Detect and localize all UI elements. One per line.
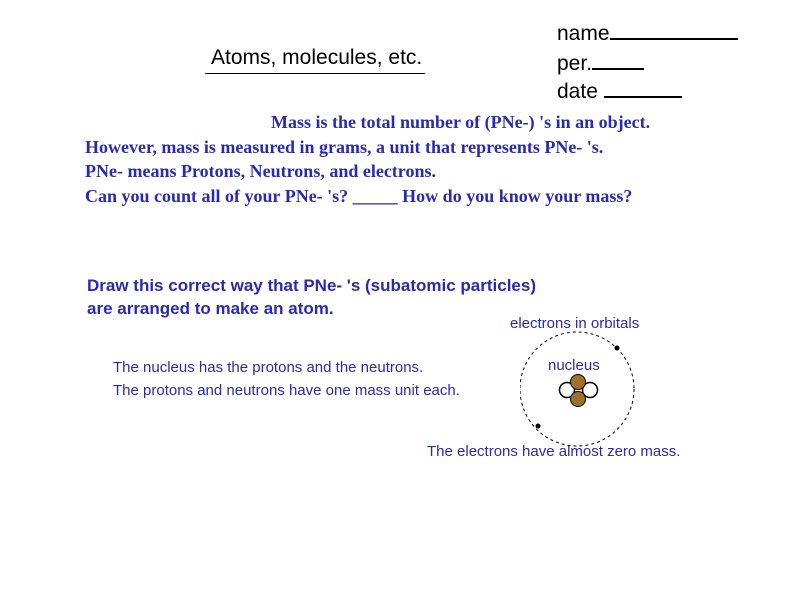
orbit-label: electrons in orbitals (510, 315, 640, 332)
proton-top (571, 375, 586, 390)
electron-dot-2 (536, 424, 541, 429)
atom-diagram (520, 330, 640, 450)
electron-note: The electrons have almost zero mass. (427, 443, 681, 460)
intro-line-4: Can you count all of your PNe- 's? _____ How do you know your mass? (85, 186, 633, 206)
period-field (557, 50, 644, 76)
proton-bottom (571, 392, 586, 407)
period-blank[interactable] (592, 50, 644, 70)
period-label: per. (557, 52, 593, 75)
instruction-line-2: are arranged to make an atom. (87, 299, 334, 318)
page-title: Atoms, molecules, etc. (205, 46, 425, 74)
instruction-line-1: Draw this correct way that PNe- 's (subatomic particles) (87, 276, 537, 295)
date-field (557, 78, 682, 104)
nucleus-note-2: The protons and neutrons have one mass unit each. (113, 382, 460, 399)
nucleus-label: nucleus (548, 357, 600, 374)
electron-dot-1 (615, 346, 620, 351)
intro-line-3: PNe- means Protons, Neutrons, and electrons. (85, 161, 436, 181)
date-blank[interactable] (604, 78, 682, 98)
date-label: date (557, 80, 598, 103)
intro-line-2: However, mass is measured in grams, a unit that represents PNe- 's. (85, 137, 604, 157)
name-field (557, 20, 738, 46)
intro-line-1: Mass is the total number of (PNe-) 's in an object. (271, 112, 651, 132)
name-label: name (557, 22, 610, 45)
nucleus-note-1: The nucleus has the protons and the neutrons. (113, 359, 424, 376)
name-blank[interactable] (610, 20, 738, 40)
